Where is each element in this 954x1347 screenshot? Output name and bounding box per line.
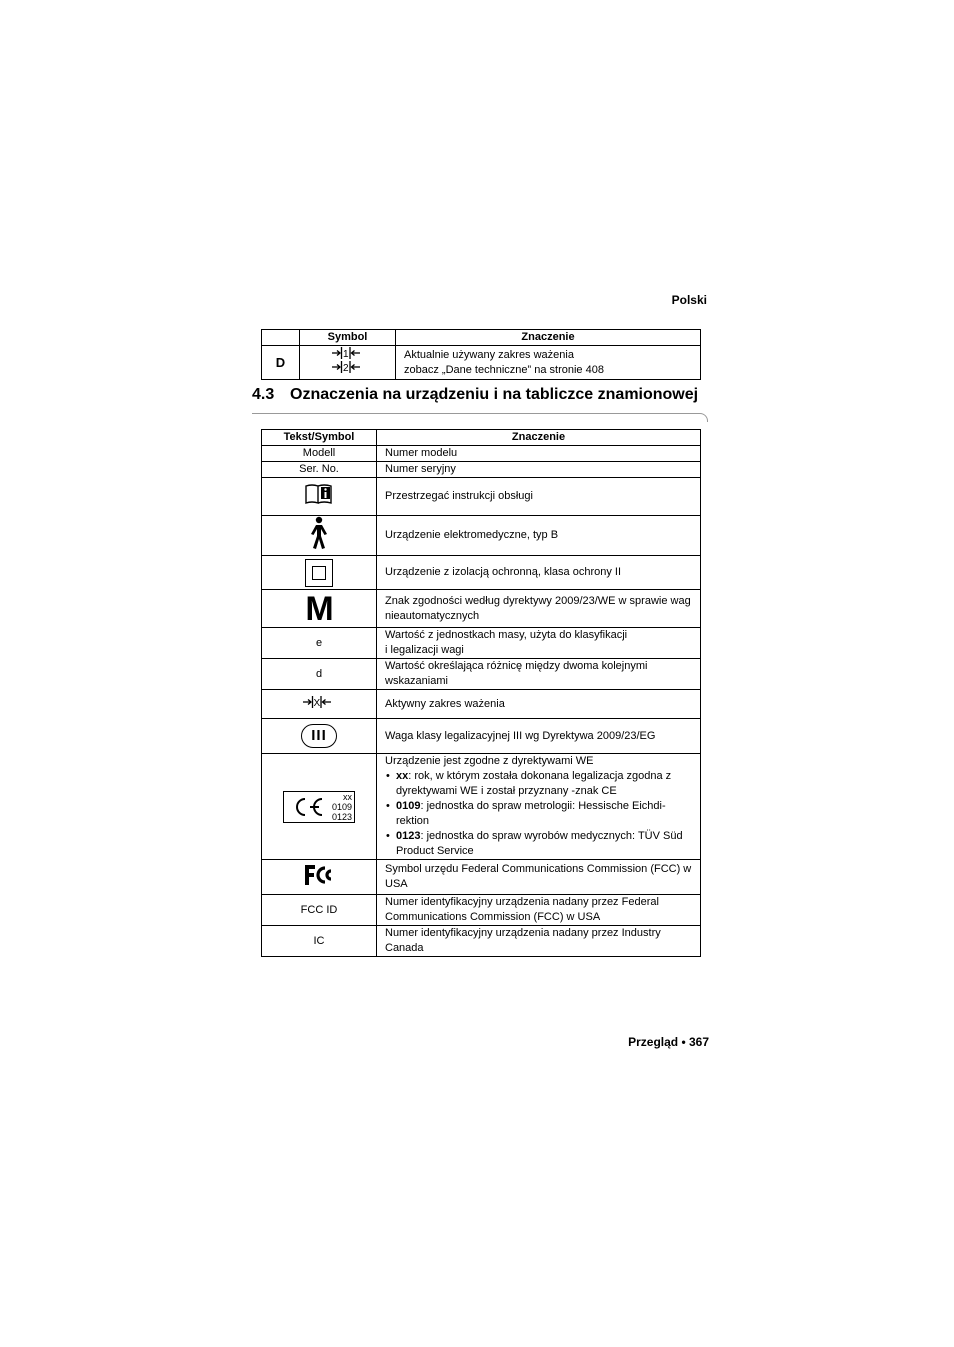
- row-symbol-text: Modell: [262, 446, 377, 462]
- ce-mark-icon: [283, 791, 355, 823]
- list-item: [385, 799, 692, 829]
- row-symbol-text: Ser. No.: [262, 462, 377, 478]
- table-row: [262, 926, 701, 957]
- type-b-person-icon: [308, 516, 330, 550]
- ce-bullet-list: [385, 769, 692, 859]
- table-header-meaning: Znaczenie: [396, 330, 701, 346]
- row-meaning: Przestrzegać instrukcji obsługi: [377, 478, 701, 516]
- section-heading: [252, 386, 712, 404]
- row-meaning: [377, 754, 701, 860]
- ce-number-xx: xx: [343, 791, 352, 802]
- bullet-text: : rok, w którym została dokonana legalizacja zgodna z dyrektywami WE i został przyznany -znak CE: [396, 770, 672, 797]
- table-row: [262, 516, 701, 556]
- section-number: 4.3: [252, 386, 275, 403]
- range-x-label: X: [313, 697, 321, 709]
- table-header-row: [262, 430, 701, 446]
- instruction-manual-icon: [304, 483, 334, 505]
- section-divider: [252, 413, 700, 414]
- device-markings-table: [261, 429, 701, 957]
- table-row: [262, 754, 701, 860]
- row-meaning: Numer identyfikacyjny urządzenia nadany przez Federal Communications Commission (FCC) w USA: [377, 895, 701, 926]
- row-symbol-text: IC: [262, 926, 377, 957]
- row-symbol-cell: [262, 860, 377, 895]
- row-meaning: Numer seryjny: [377, 462, 701, 478]
- fcc-logo-icon: [303, 863, 335, 887]
- table-row: [262, 478, 701, 516]
- table-row: [262, 895, 701, 926]
- active-weighing-range-icon: [301, 695, 337, 709]
- ce-number-0109: 0109: [331, 801, 352, 812]
- meaning-line-2: zobacz „Dane techniczne” na stronie 408: [404, 363, 604, 376]
- section-title: Oznaczenia na urządzeniu i na tabliczce znamionowej: [290, 386, 699, 403]
- meaning-line-1: Aktualnie używany zakres ważenia: [404, 348, 574, 361]
- row-symbol-text: d: [262, 659, 377, 690]
- list-item: [385, 769, 692, 799]
- row-symbol-cell: [262, 556, 377, 590]
- row-symbol-cell: [262, 516, 377, 556]
- weighing-range-1-2-icon: [300, 346, 396, 380]
- bullet-text: : jednostka do spraw metrologii: Hessische Eichdi-rektion: [396, 800, 666, 827]
- table-header-text-symbol: Tekst/Symbol: [262, 430, 377, 446]
- table-header-meaning: Znaczenie: [377, 430, 701, 446]
- meaning-line-2: i legalizacji wagi: [385, 644, 464, 656]
- page-language-label: Polski: [671, 293, 707, 307]
- table-row: [262, 462, 701, 478]
- range-1-label: 1: [342, 349, 349, 360]
- row-meaning: Waga klasy legalizacyjnej III wg Dyrektywa 2009/23/EG: [377, 719, 701, 754]
- table-row: [262, 659, 701, 690]
- table-row: [262, 590, 701, 628]
- row-meaning: Urządzenie z izolacją ochronną, klasa ochrony II: [377, 556, 701, 590]
- row-symbol-cell: [262, 478, 377, 516]
- table-header-row: [262, 330, 701, 346]
- protection-class-2-icon: [305, 559, 333, 587]
- row-meaning: Numer modelu: [377, 446, 701, 462]
- section-divider-curve: [697, 413, 708, 422]
- row-symbol-text: FCC ID: [262, 895, 377, 926]
- table-row: [262, 690, 701, 719]
- ce-intro: Urządzenie jest zgodne z dyrektywami WE: [385, 755, 594, 767]
- row-symbol-text: e: [262, 628, 377, 659]
- row-meaning: Numer identyfikacyjny urządzenia nadany przez Industry Canada: [377, 926, 701, 957]
- row-meaning: [377, 628, 701, 659]
- list-item: [385, 829, 692, 859]
- table-row: [262, 719, 701, 754]
- table-row: [262, 346, 701, 380]
- table-row: [262, 446, 701, 462]
- table-row: [262, 628, 701, 659]
- metrology-m-icon: M: [305, 589, 333, 628]
- ce-number-0123: 0123: [331, 811, 352, 822]
- table-header-empty: [262, 330, 300, 346]
- class-iii-label: III: [311, 727, 327, 744]
- ce-letters-icon: [286, 792, 328, 822]
- meaning-line-1: Wartość z jednostkach masy, użyta do klasyfikacji: [385, 629, 628, 641]
- row-meaning: Wartość określająca różnicę między dwoma kolejnymi wskazaniami: [377, 659, 701, 690]
- row-meaning: Symbol urzędu Federal Communications Commission (FCC) w USA: [377, 860, 701, 895]
- row-meaning: [396, 346, 701, 380]
- bullet-text: : jednostka do spraw wyrobów medycznych: TÜV Süd Product Service: [396, 830, 683, 857]
- table-header-symbol: Symbol: [300, 330, 396, 346]
- row-meaning: Znak zgodności według dyrektywy 2009/23/WE w sprawie wag nieautomatycznych: [377, 590, 701, 628]
- symbol-table-d: [261, 329, 701, 380]
- table-row: [262, 556, 701, 590]
- table-row: [262, 860, 701, 895]
- ce-numbers: [332, 792, 352, 822]
- scale-class-iii-icon: [301, 724, 337, 748]
- row-meaning: Urządzenie elektromedyczne, typ B: [377, 516, 701, 556]
- row-meaning: Aktywny zakres ważenia: [377, 690, 701, 719]
- row-symbol-cell: [262, 754, 377, 860]
- row-letter: D: [262, 346, 300, 380]
- row-symbol-cell: [262, 690, 377, 719]
- page-footer: Przegląd • 367: [628, 1035, 709, 1049]
- range-2-label: 2: [342, 363, 349, 374]
- bullet-key: xx: [396, 770, 409, 782]
- row-symbol-cell: [262, 590, 377, 628]
- bullet-key: 0123: [396, 830, 421, 842]
- bullet-key: 0109: [396, 800, 421, 812]
- row-symbol-cell: [262, 719, 377, 754]
